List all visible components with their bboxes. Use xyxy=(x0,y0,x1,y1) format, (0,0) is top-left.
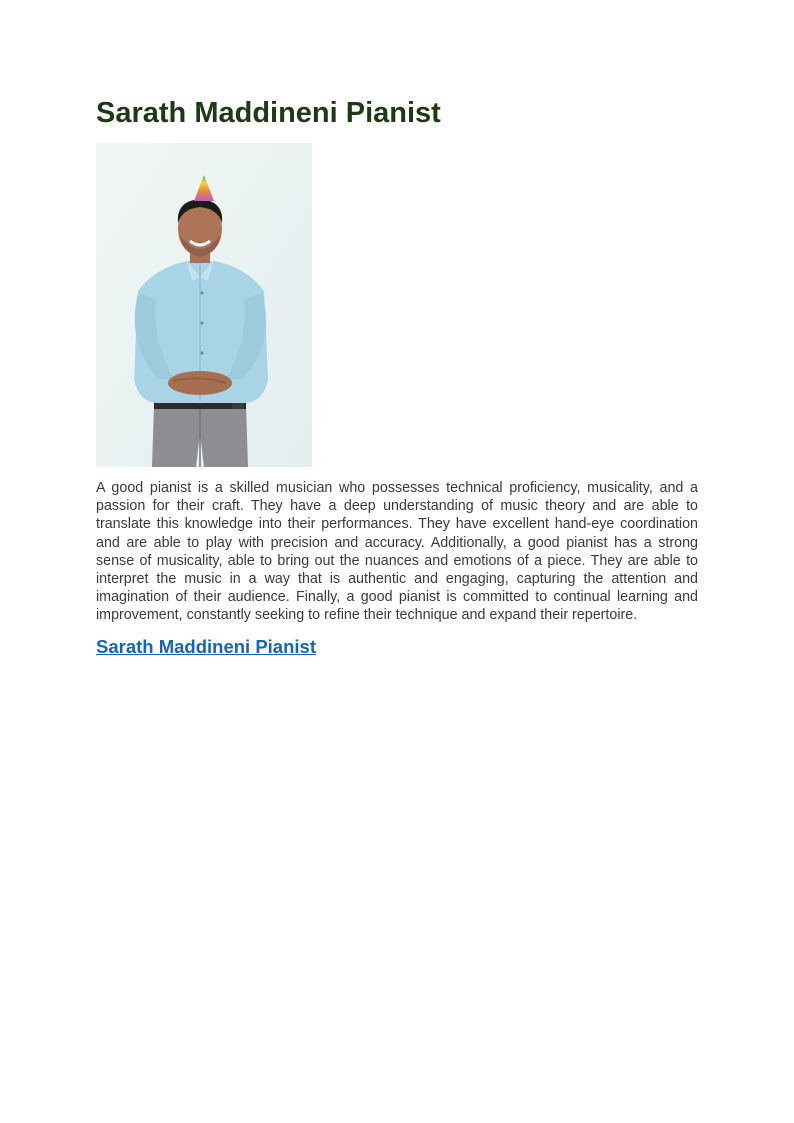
sarath-maddineni-pianist-link[interactable]: Sarath Maddineni Pianist xyxy=(96,636,316,657)
portrait-photo xyxy=(96,143,312,467)
page-title: Sarath Maddineni Pianist xyxy=(96,97,441,129)
body-paragraph: A good pianist is a skilled musician who possesses technical proficiency, musicality, and a passion for their craft. They have a deep understanding of music theory and are able to translate this knowledge into their performances. They have excellent hand-eye coordination and are able to play with precision and accuracy. Additionally, a good pianist has a strong sense of musicality, able to bring out the nuances and emotions of a piece. They are able to interpret the music in a way that is authentic and engaging, capturing the attention and imagination of their audience. Finally, a good pianist is committed to continual learning and improvement, constantly seeking to refine their technique and expand their repertoire. xyxy=(96,480,698,624)
